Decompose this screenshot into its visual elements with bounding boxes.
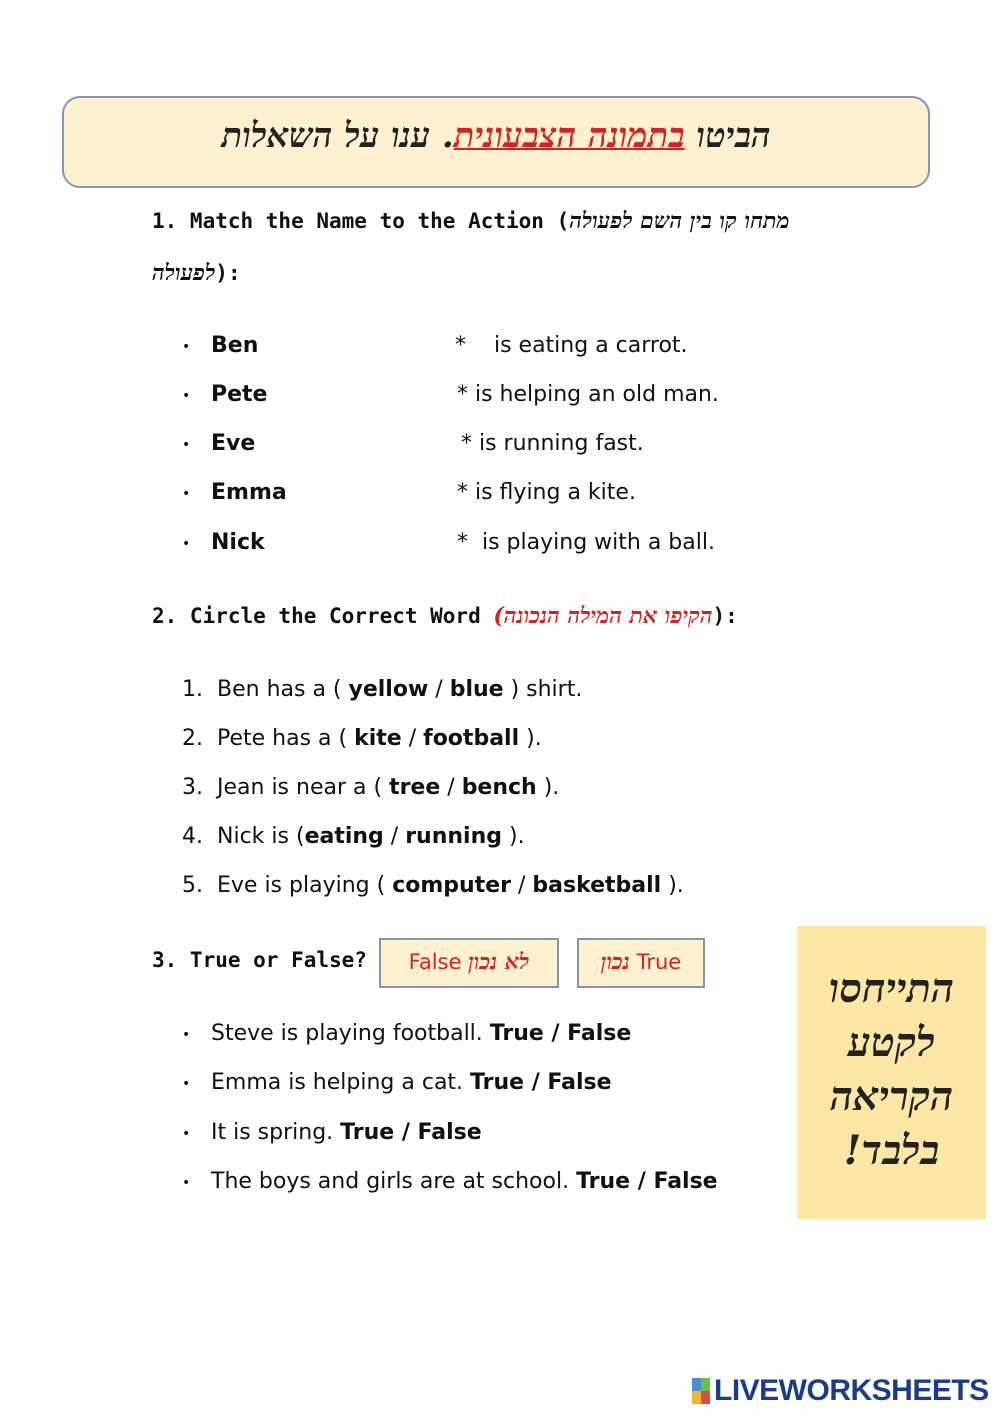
- bullet-dot: •: [182, 1126, 191, 1142]
- bullet-dot: •: [182, 1175, 191, 1191]
- true-false-answer[interactable]: True / False: [470, 1070, 612, 1095]
- true-false-item: [211, 1169, 718, 1194]
- circle-item: [182, 775, 559, 800]
- option-2[interactable]: blue: [449, 677, 504, 702]
- title-highlight: בתמונה הצבעונית: [453, 116, 685, 156]
- option-2[interactable]: basketball: [532, 873, 662, 898]
- false-box-hebrew: לא נכון: [468, 949, 530, 975]
- item-number: 4.: [182, 824, 203, 849]
- statement-text: Emma is helping a cat.: [211, 1070, 471, 1095]
- item-text-end: ) shirt.: [503, 677, 583, 702]
- question-1-closing: ):: [215, 261, 241, 285]
- statement-text: It is spring.: [211, 1120, 341, 1145]
- circle-item: [182, 726, 542, 751]
- match-action[interactable]: * is eating a carrot.: [455, 333, 688, 358]
- item-number: 3.: [182, 775, 203, 800]
- match-name[interactable]: Nick: [211, 530, 265, 555]
- true-box-hebrew: נכון: [600, 949, 630, 975]
- option-1[interactable]: kite: [354, 726, 402, 751]
- statement-text: The boys and girls are at school.: [211, 1169, 577, 1194]
- logo-text: LIVEWORKSHEETS: [714, 1374, 989, 1407]
- true-false-answer[interactable]: True / False: [576, 1169, 718, 1194]
- match-name[interactable]: Emma: [211, 480, 287, 505]
- bullet-dot: •: [182, 536, 191, 552]
- statement-text: Steve is playing football.: [211, 1021, 490, 1046]
- title-part-1: הביטו: [684, 116, 771, 156]
- bullet-dot: •: [182, 339, 191, 355]
- note-line-2: לקטע: [848, 1019, 935, 1066]
- item-text: Jean is near a (: [217, 775, 390, 800]
- bullet-dot: •: [182, 388, 191, 404]
- option-2[interactable]: bench: [461, 775, 537, 800]
- match-name[interactable]: Ben: [211, 333, 259, 358]
- item-text: Pete has a (: [217, 726, 355, 751]
- option-separator: /: [440, 775, 462, 800]
- item-spacer: [203, 677, 217, 702]
- item-text: Nick is (: [217, 824, 305, 849]
- true-false-answer[interactable]: True / False: [340, 1120, 482, 1145]
- option-separator: /: [383, 824, 406, 849]
- liveworksheets-logo[interactable]: [692, 1374, 989, 1408]
- option-1[interactable]: tree: [389, 775, 441, 800]
- item-text-end: ).: [661, 873, 684, 898]
- option-separator: /: [510, 873, 533, 898]
- match-action[interactable]: * is playing with a ball.: [457, 530, 715, 555]
- item-text-end: ).: [502, 824, 525, 849]
- item-spacer: [203, 873, 217, 898]
- item-number: 2.: [182, 726, 203, 751]
- match-action[interactable]: * is running fast.: [461, 431, 644, 456]
- option-2[interactable]: football: [423, 726, 520, 751]
- match-name[interactable]: Eve: [211, 431, 256, 456]
- question-2-hebrew: (הקיפו את המילה הנכונה: [493, 603, 713, 629]
- item-number: 5.: [182, 873, 203, 898]
- title-part-3: . ענו על השאלות: [221, 116, 454, 156]
- false-answer-box[interactable]: [379, 938, 559, 988]
- item-spacer: [203, 726, 217, 751]
- true-false-answer[interactable]: True / False: [489, 1021, 632, 1046]
- true-box-english: True: [636, 950, 682, 974]
- option-1[interactable]: eating: [304, 824, 384, 849]
- note-line-4: בלבד!: [843, 1127, 940, 1174]
- title-banner: [62, 96, 930, 188]
- question-2-closing: ):: [712, 604, 738, 628]
- item-spacer: [203, 775, 217, 800]
- bullet-dot: •: [182, 1076, 191, 1092]
- question-2-heading: [152, 603, 738, 629]
- note-line-1: התייחסו: [828, 965, 955, 1012]
- question-1-heading: [152, 208, 802, 234]
- note-line-3: הקריאה: [829, 1073, 954, 1120]
- item-number: 1.: [182, 677, 203, 702]
- item-text: Eve is playing (: [217, 873, 393, 898]
- item-spacer: [203, 824, 217, 849]
- match-action[interactable]: * is flying a kite.: [457, 480, 636, 505]
- circle-item: [182, 677, 582, 702]
- true-false-item: [211, 1070, 612, 1095]
- bullet-dot: •: [182, 437, 191, 453]
- option-1[interactable]: computer: [392, 873, 511, 898]
- true-answer-box[interactable]: [577, 938, 705, 988]
- match-action[interactable]: * is helping an old man.: [457, 382, 719, 407]
- false-box-english: False: [408, 950, 462, 974]
- true-false-item: [211, 1021, 631, 1046]
- option-2[interactable]: running: [405, 824, 502, 849]
- option-separator: /: [428, 677, 450, 702]
- option-separator: /: [401, 726, 424, 751]
- item-text-end: ).: [519, 726, 542, 751]
- match-name[interactable]: Pete: [211, 382, 268, 407]
- reading-passage-note: [797, 926, 986, 1219]
- item-text-end: ).: [536, 775, 560, 800]
- question-1-closing-line: [152, 260, 241, 286]
- question-2-label: 2. Circle the Correct Word: [152, 604, 494, 628]
- logo-icon: [692, 1378, 710, 1404]
- question-1-label: 1. Match the Name to the Action (: [152, 209, 570, 233]
- option-1[interactable]: yellow: [348, 677, 429, 702]
- question-1-hebrew: מתחו קו בין השם לפעולה: [569, 208, 790, 234]
- bullet-dot: •: [182, 1027, 191, 1043]
- question-1-hebrew-tail: לפעולה: [152, 260, 216, 286]
- question-3-heading: 3. True or False?: [152, 948, 367, 972]
- circle-item: [182, 873, 684, 898]
- true-false-item: [211, 1120, 482, 1145]
- circle-item: [182, 824, 525, 849]
- item-text: Ben has a (: [217, 677, 349, 702]
- page-title: [64, 116, 928, 156]
- bullet-dot: •: [182, 486, 191, 502]
